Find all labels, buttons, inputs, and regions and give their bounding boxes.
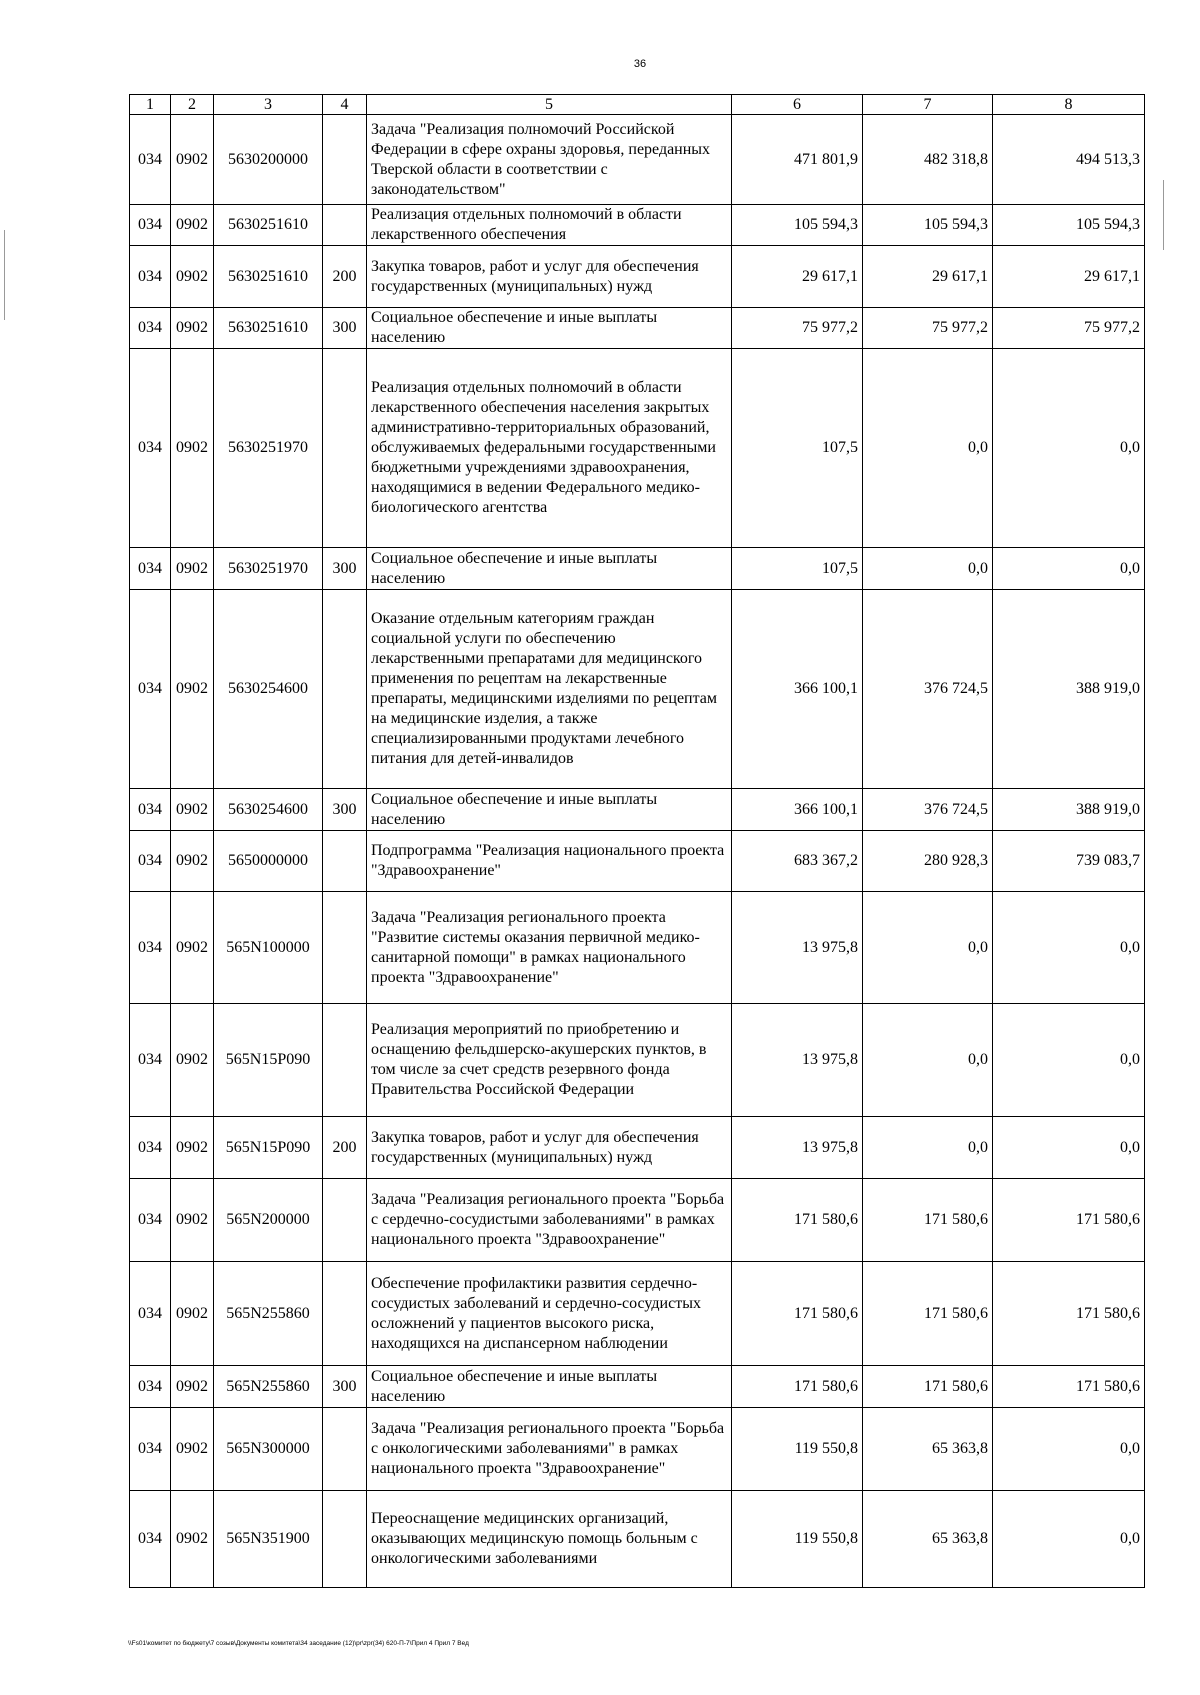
expense-type-cell: [323, 115, 367, 205]
amount-2020-cell: 471 801,9: [732, 115, 863, 205]
amount-2021-cell: 0,0: [863, 349, 993, 548]
target-article-cell: 5630251970: [214, 349, 323, 548]
expense-type-cell: [323, 892, 367, 1004]
target-article-cell: 5630254600: [214, 590, 323, 789]
column-header: 5: [367, 95, 732, 115]
amount-2022-cell: 0,0: [993, 1408, 1145, 1491]
admin-code-cell: 034: [130, 789, 171, 831]
scan-mark: [4, 230, 5, 320]
description-cell: Переоснащение медицинских организаций, оказывающих медицинскую помощь больным с онкологическими заболеваниями: [367, 1491, 732, 1588]
column-header: 2: [171, 95, 214, 115]
description-cell: Реализация отдельных полномочий в области лекарственного обеспечения населения закрытых административно-территориальных образований, обслуживаемых федеральными государственными бюджетными учреждениями здравоохранения, находящимися в ведении Федерального медико-биологического агентства: [367, 349, 732, 548]
amount-2022-cell: 171 580,6: [993, 1262, 1145, 1366]
amount-2021-cell: 482 318,8: [863, 115, 993, 205]
table-row: [130, 205, 1145, 246]
admin-code-cell: 034: [130, 246, 171, 308]
section-code-cell: 0902: [171, 1004, 214, 1117]
amount-2020-cell: 13 975,8: [732, 892, 863, 1004]
amount-2021-cell: 280 928,3: [863, 831, 993, 892]
amount-2020-cell: 13 975,8: [732, 1004, 863, 1117]
expense-type-cell: [323, 1491, 367, 1588]
admin-code-cell: 034: [130, 205, 171, 246]
description-cell: Реализация мероприятий по приобретению и оснащению фельдшерско-акушерских пунктов, в том числе за счет средств резервного фонда Правительства Российской Федерации: [367, 1004, 732, 1117]
amount-2021-cell: 171 580,6: [863, 1179, 993, 1262]
target-article-cell: 565N15P090: [214, 1004, 323, 1117]
description-cell: Реализация отдельных полномочий в области лекарственного обеспечения: [367, 205, 732, 246]
admin-code-cell: 034: [130, 1366, 171, 1408]
amount-2020-cell: 366 100,1: [732, 590, 863, 789]
section-code-cell: 0902: [171, 892, 214, 1004]
expense-type-cell: [323, 1179, 367, 1262]
target-article-cell: 565N255860: [214, 1366, 323, 1408]
section-code-cell: 0902: [171, 246, 214, 308]
description-cell: Социальное обеспечение и иные выплаты населению: [367, 548, 732, 590]
target-article-cell: 5630251610: [214, 246, 323, 308]
amount-2022-cell: 105 594,3: [993, 205, 1145, 246]
amount-2021-cell: 75 977,2: [863, 308, 993, 349]
amount-2021-cell: 29 617,1: [863, 246, 993, 308]
section-code-cell: 0902: [171, 1366, 214, 1408]
scan-mark: [1163, 180, 1164, 250]
description-cell: Социальное обеспечение и иные выплаты населению: [367, 1366, 732, 1408]
amount-2021-cell: 65 363,8: [863, 1491, 993, 1588]
table-row: [130, 1117, 1145, 1179]
target-article-cell: 565N100000: [214, 892, 323, 1004]
amount-2022-cell: 0,0: [993, 349, 1145, 548]
target-article-cell: 5630251970: [214, 548, 323, 590]
budget-table: [129, 94, 1145, 1588]
amount-2020-cell: 107,5: [732, 548, 863, 590]
amount-2022-cell: 0,0: [993, 548, 1145, 590]
description-cell: Оказание отдельным категориям граждан социальной услуги по обеспечению лекарственными препаратами для медицинского применения по рецептам на лекарственные препараты, медицинскими изделиями по рецептам на медицинские изделия, а также специализированными продуктами лечебного питания для детей-инвалидов: [367, 590, 732, 789]
target-article-cell: 5630251610: [214, 308, 323, 349]
target-article-cell: 5630200000: [214, 115, 323, 205]
amount-2021-cell: 376 724,5: [863, 789, 993, 831]
table-row: [130, 548, 1145, 590]
amount-2021-cell: 171 580,6: [863, 1366, 993, 1408]
target-article-cell: 565N300000: [214, 1408, 323, 1491]
description-cell: Задача "Реализация регионального проекта "Развитие системы оказания первичной медико-санитарной помощи" в рамках национального проекта "Здравоохранение": [367, 892, 732, 1004]
admin-code-cell: 034: [130, 548, 171, 590]
table-row: [130, 1179, 1145, 1262]
description-cell: Социальное обеспечение и иные выплаты населению: [367, 789, 732, 831]
description-cell: Социальное обеспечение и иные выплаты населению: [367, 308, 732, 349]
admin-code-cell: 034: [130, 831, 171, 892]
amount-2022-cell: 388 919,0: [993, 789, 1145, 831]
amount-2020-cell: 107,5: [732, 349, 863, 548]
section-code-cell: 0902: [171, 789, 214, 831]
amount-2022-cell: 739 083,7: [993, 831, 1145, 892]
description-cell: Подпрограмма "Реализация национального проекта "Здравоохранение": [367, 831, 732, 892]
amount-2020-cell: 119 550,8: [732, 1491, 863, 1588]
expense-type-cell: [323, 1004, 367, 1117]
amount-2021-cell: 105 594,3: [863, 205, 993, 246]
section-code-cell: 0902: [171, 349, 214, 548]
section-code-cell: 0902: [171, 115, 214, 205]
amount-2022-cell: 0,0: [993, 1004, 1145, 1117]
admin-code-cell: 034: [130, 1491, 171, 1588]
table-row: [130, 892, 1145, 1004]
expense-type-cell: 300: [323, 1366, 367, 1408]
table-row: [130, 246, 1145, 308]
table-row: [130, 1491, 1145, 1588]
amount-2020-cell: 683 367,2: [732, 831, 863, 892]
amount-2021-cell: 171 580,6: [863, 1262, 993, 1366]
column-header: 4: [323, 95, 367, 115]
admin-code-cell: 034: [130, 1004, 171, 1117]
section-code-cell: 0902: [171, 831, 214, 892]
amount-2022-cell: 171 580,6: [993, 1366, 1145, 1408]
column-header: 8: [993, 95, 1145, 115]
amount-2021-cell: 0,0: [863, 1004, 993, 1117]
table-row: [130, 789, 1145, 831]
amount-2020-cell: 105 594,3: [732, 205, 863, 246]
amount-2020-cell: 75 977,2: [732, 308, 863, 349]
expense-type-cell: [323, 1262, 367, 1366]
target-article-cell: 565N351900: [214, 1491, 323, 1588]
description-cell: Закупка товаров, работ и услуг для обеспечения государственных (муниципальных) нужд: [367, 1117, 732, 1179]
admin-code-cell: 034: [130, 308, 171, 349]
amount-2020-cell: 171 580,6: [732, 1262, 863, 1366]
column-header: 7: [863, 95, 993, 115]
table-row: [130, 1408, 1145, 1491]
amount-2020-cell: 366 100,1: [732, 789, 863, 831]
table-row: [130, 308, 1145, 349]
amount-2022-cell: 0,0: [993, 892, 1145, 1004]
table-row: [130, 1004, 1145, 1117]
amount-2022-cell: 494 513,3: [993, 115, 1145, 205]
amount-2022-cell: 0,0: [993, 1491, 1145, 1588]
admin-code-cell: 034: [130, 1179, 171, 1262]
amount-2021-cell: 0,0: [863, 548, 993, 590]
admin-code-cell: 034: [130, 115, 171, 205]
admin-code-cell: 034: [130, 590, 171, 789]
amount-2020-cell: 171 580,6: [732, 1179, 863, 1262]
amount-2022-cell: 0,0: [993, 1117, 1145, 1179]
admin-code-cell: 034: [130, 349, 171, 548]
amount-2020-cell: 13 975,8: [732, 1117, 863, 1179]
section-code-cell: 0902: [171, 1262, 214, 1366]
section-code-cell: 0902: [171, 1179, 214, 1262]
expense-type-cell: [323, 590, 367, 789]
expense-type-cell: [323, 1408, 367, 1491]
admin-code-cell: 034: [130, 1117, 171, 1179]
amount-2021-cell: 376 724,5: [863, 590, 993, 789]
footer-file-path: \\Fs01\комитет по бюджету\7 созыв\Документы комитета\34 заседание (12)\pr\zpr(34) 620-П-7\Прил 4 Прил 7 Вед: [128, 1640, 469, 1647]
amount-2022-cell: 75 977,2: [993, 308, 1145, 349]
expense-type-cell: 300: [323, 789, 367, 831]
expense-type-cell: 300: [323, 548, 367, 590]
page-number: 36: [633, 58, 647, 70]
section-code-cell: 0902: [171, 1491, 214, 1588]
table-body: [130, 115, 1145, 1588]
table-row: [130, 1262, 1145, 1366]
section-code-cell: 0902: [171, 205, 214, 246]
table-row: [130, 831, 1145, 892]
expense-type-cell: 200: [323, 1117, 367, 1179]
expense-type-cell: [323, 349, 367, 548]
expense-type-cell: [323, 205, 367, 246]
target-article-cell: 565N255860: [214, 1262, 323, 1366]
section-code-cell: 0902: [171, 1408, 214, 1491]
admin-code-cell: 034: [130, 892, 171, 1004]
amount-2021-cell: 65 363,8: [863, 1408, 993, 1491]
target-article-cell: 565N200000: [214, 1179, 323, 1262]
amount-2021-cell: 0,0: [863, 1117, 993, 1179]
target-article-cell: 5630254600: [214, 789, 323, 831]
expense-type-cell: [323, 831, 367, 892]
table-row: [130, 115, 1145, 205]
amount-2022-cell: 171 580,6: [993, 1179, 1145, 1262]
description-cell: Задача "Реализация регионального проекта "Борьба с онкологическими заболеваниями" в рамках национального проекта "Здравоохранение": [367, 1408, 732, 1491]
table-row: [130, 349, 1145, 548]
amount-2022-cell: 29 617,1: [993, 246, 1145, 308]
description-cell: Закупка товаров, работ и услуг для обеспечения государственных (муниципальных) нужд: [367, 246, 732, 308]
table-row: [130, 1366, 1145, 1408]
expense-type-cell: 300: [323, 308, 367, 349]
expense-type-cell: 200: [323, 246, 367, 308]
section-code-cell: 0902: [171, 1117, 214, 1179]
amount-2020-cell: 171 580,6: [732, 1366, 863, 1408]
amount-2020-cell: 119 550,8: [732, 1408, 863, 1491]
section-code-cell: 0902: [171, 308, 214, 349]
section-code-cell: 0902: [171, 590, 214, 789]
description-cell: Обеспечение профилактики развития сердечно-сосудистых заболеваний и сердечно-сосудистых осложнений у пациентов высокого риска, находящихся на диспансерном наблюдении: [367, 1262, 732, 1366]
admin-code-cell: 034: [130, 1262, 171, 1366]
amount-2020-cell: 29 617,1: [732, 246, 863, 308]
column-header: 6: [732, 95, 863, 115]
table-row: [130, 590, 1145, 789]
amount-2021-cell: 0,0: [863, 892, 993, 1004]
column-header: 3: [214, 95, 323, 115]
description-cell: Задача "Реализация полномочий Российской Федерации в сфере охраны здоровья, переданных Тверской области в соответствии с законодательством": [367, 115, 732, 205]
target-article-cell: 5630251610: [214, 205, 323, 246]
amount-2022-cell: 388 919,0: [993, 590, 1145, 789]
target-article-cell: 565N15P090: [214, 1117, 323, 1179]
admin-code-cell: 034: [130, 1408, 171, 1491]
column-number-row: [130, 95, 1145, 115]
description-cell: Задача "Реализация регионального проекта "Борьба с сердечно-сосудистыми заболеваниями" в рамках национального проекта "Здравоохранение": [367, 1179, 732, 1262]
target-article-cell: 5650000000: [214, 831, 323, 892]
column-header: 1: [130, 95, 171, 115]
section-code-cell: 0902: [171, 548, 214, 590]
